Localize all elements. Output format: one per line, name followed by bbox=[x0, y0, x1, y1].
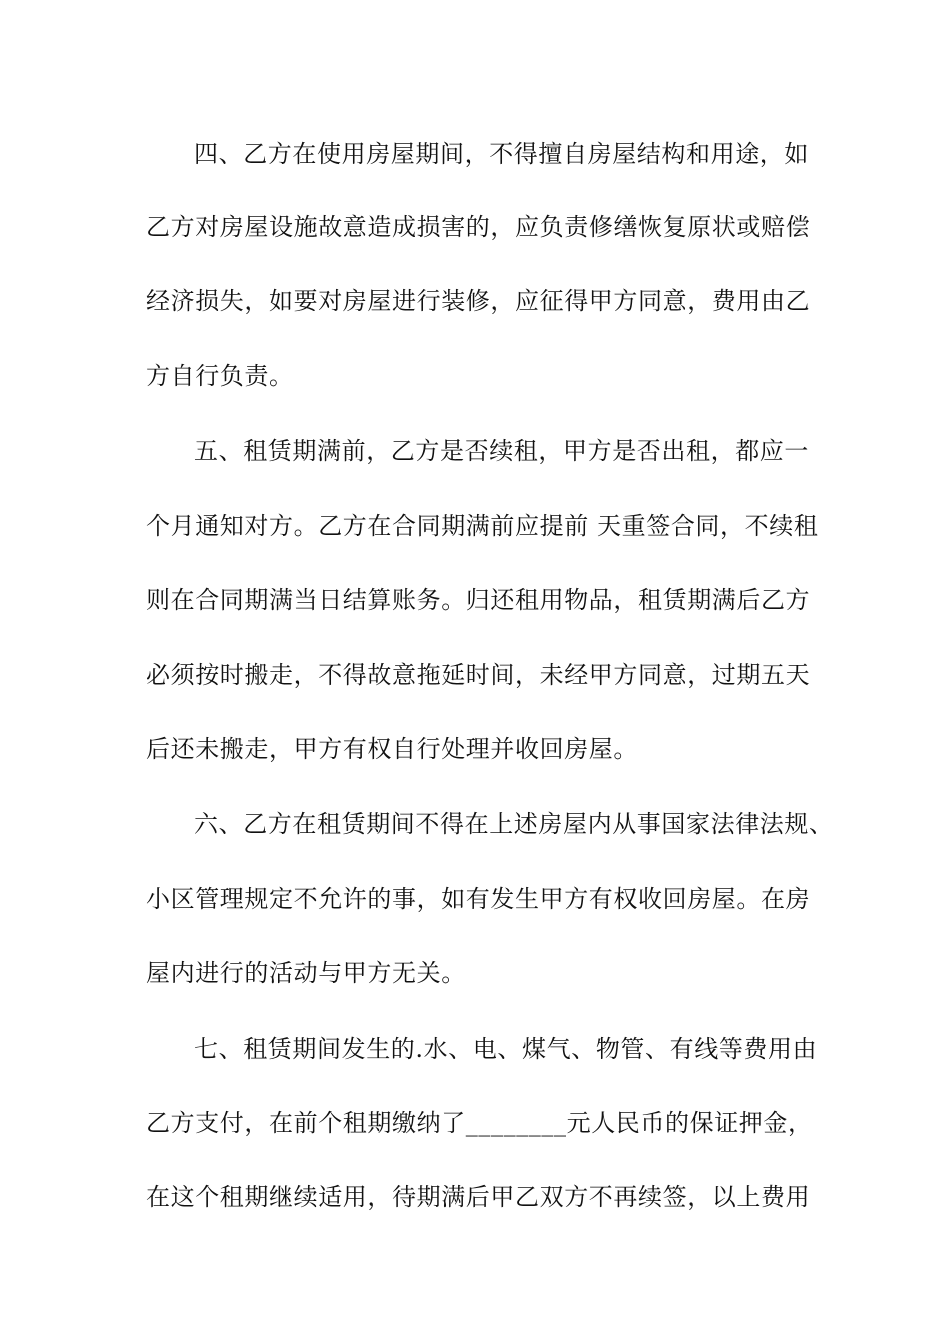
clause-4-line-1: 四、乙方在使用房屋期间，不得擅自房屋结构和用途，如 bbox=[194, 140, 809, 168]
clause-6-line-1: 六、乙方在租赁期间不得在上述房屋内从事国家法律法规、 bbox=[194, 810, 834, 838]
clause-5-line-5: 后还未搬走，甲方有权自行处理并收回房屋。 bbox=[146, 735, 638, 763]
clause-6-line-3: 屋内进行的活动与甲方无关。 bbox=[146, 959, 466, 987]
clause-5-line-2: 个月通知对方。乙方在合同期满前应提前 天重签合同，不续租 bbox=[146, 512, 819, 540]
clause-5-line-4: 必须按时搬走，不得故意拖延时间，未经甲方同意，过期五天 bbox=[146, 661, 811, 689]
clause-4-line-3: 经济损失，如要对房屋进行装修，应征得甲方同意，费用由乙 bbox=[146, 287, 811, 315]
clause-4-line-4: 方自行负责。 bbox=[146, 362, 294, 390]
clause-5-line-1: 五、租赁期满前，乙方是否续租，甲方是否出租，都应一 bbox=[194, 437, 809, 465]
clause-7-line-2: 乙方支付，在前个租期缴纳了________元人民币的保证押金， bbox=[146, 1109, 813, 1137]
clause-7-line-1: 七、租赁期间发生的.水、电、煤气、物管、有线等费用由 bbox=[194, 1035, 818, 1063]
clause-7-line-3: 在这个租期继续适用，待期满后甲乙双方不再续签，以上费用 bbox=[146, 1183, 811, 1211]
clause-4-line-2: 乙方对房屋设施故意造成损害的，应负责修缮恢复原状或赔偿 bbox=[146, 213, 811, 241]
clause-6-line-2: 小区管理规定不允许的事，如有发生甲方有权收回房屋。在房 bbox=[146, 885, 811, 913]
clause-5-line-3: 则在合同期满当日结算账务。归还租用物品，租赁期满后乙方 bbox=[146, 586, 811, 614]
